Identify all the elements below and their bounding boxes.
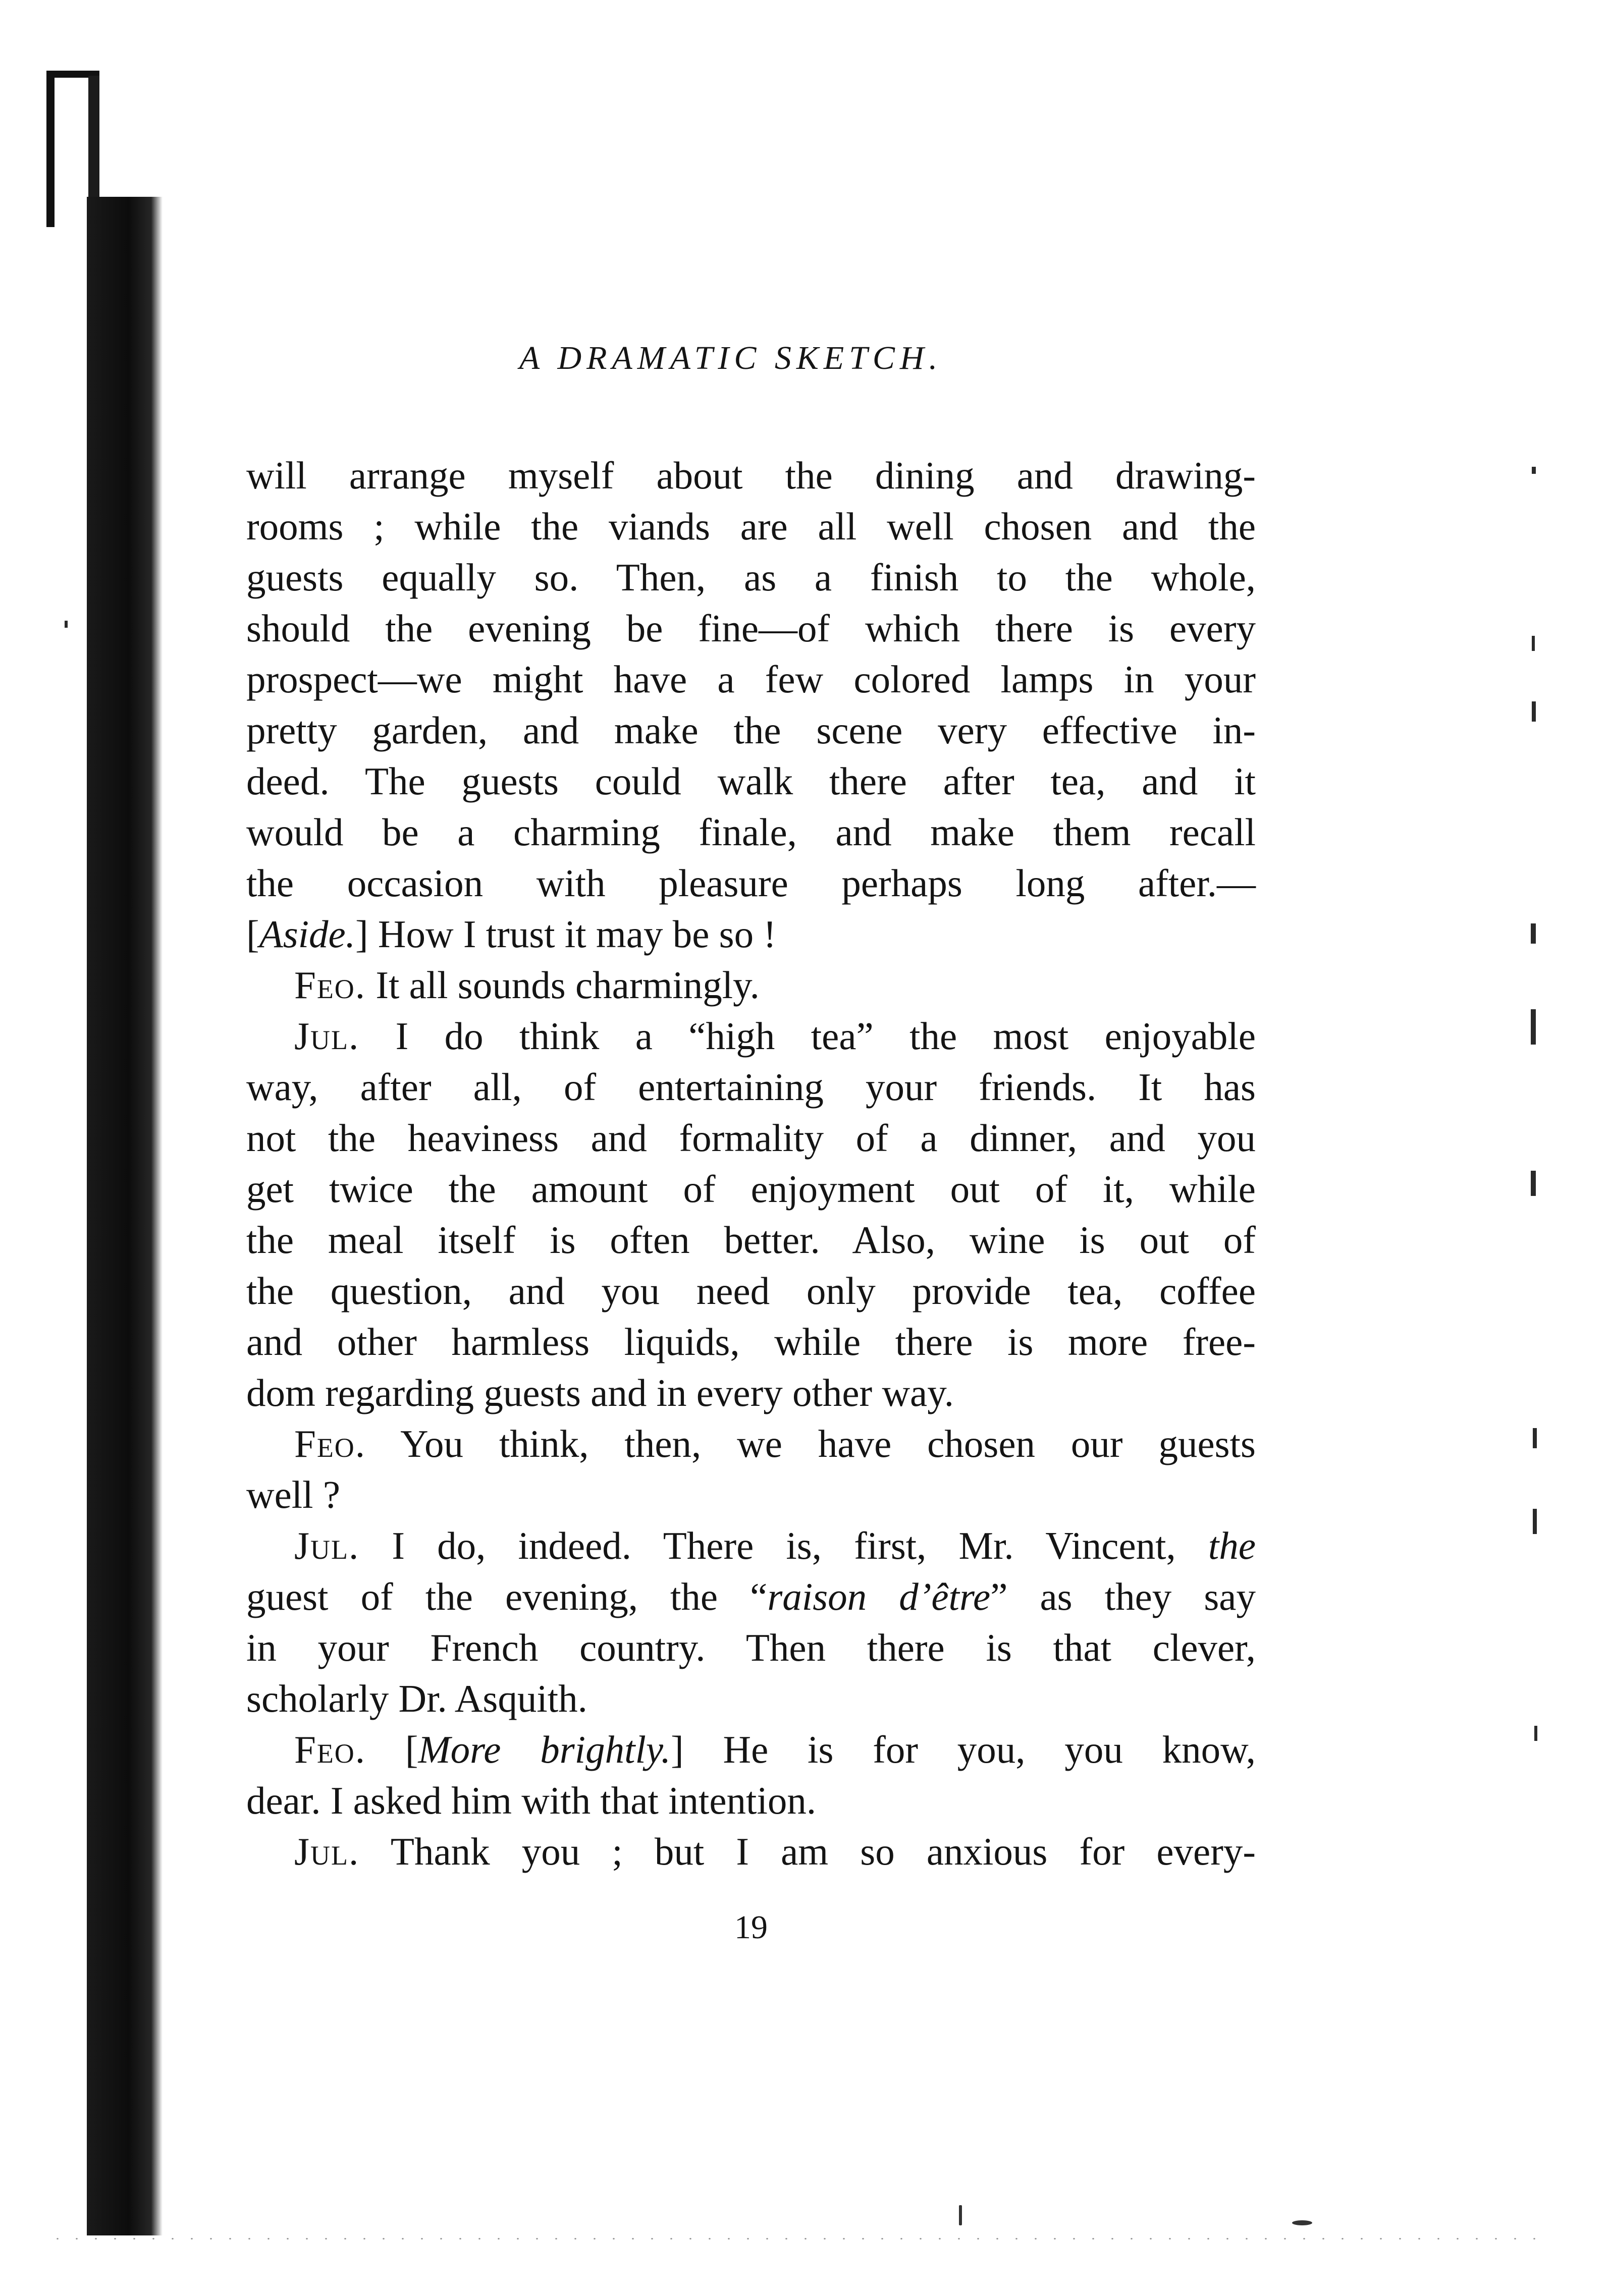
- text-line: dear. I asked him with that intention.: [246, 1779, 817, 1822]
- text-line: guest of the evening, the “raison d’être” as they say: [246, 1575, 1256, 1618]
- scan-speck: [959, 2205, 962, 2225]
- text-line: the question, and you need only provide tea, coffee: [246, 1269, 1256, 1313]
- scan-speck: [1533, 1428, 1537, 1448]
- dialogue-line: Jul. Thank you ; but I am so anxious for every-: [294, 1830, 1256, 1873]
- text-line: pretty garden, and make the scene very effective in-: [246, 708, 1256, 752]
- text-line: would be a charming finale, and make them recall: [246, 810, 1256, 854]
- text-line: get twice the amount of enjoyment out of it, while: [246, 1167, 1256, 1211]
- speaker-name: Feo.: [294, 963, 366, 1007]
- emphasis: the: [1208, 1524, 1256, 1567]
- text-line: the meal itself is often better. Also, wine is out of: [246, 1218, 1256, 1262]
- scan-speck: [65, 621, 68, 628]
- scan-speck: [1531, 1171, 1536, 1196]
- text-line: in your French country. Then there is that clever,: [246, 1626, 1256, 1669]
- scan-speck: [1532, 636, 1535, 651]
- scan-speck: [1532, 701, 1536, 722]
- emphasis: raison d’être: [767, 1575, 991, 1618]
- scan-bottom-edge: [48, 2238, 1542, 2239]
- speaker-name: Jul.: [294, 1524, 360, 1567]
- scan-speck: [1531, 1009, 1536, 1045]
- body-text: [246, 450, 1256, 1877]
- text-line: well ?: [246, 1473, 340, 1516]
- text-line: deed. The guests could walk there after tea, and it: [246, 759, 1256, 803]
- dialogue-line: Feo. [More brightly.] He is for you, you know,: [294, 1728, 1256, 1771]
- text-line: prospect—we might have a few colored lamps in your: [246, 658, 1256, 701]
- scan-speck: [1292, 2220, 1312, 2225]
- speaker-name: Feo.: [294, 1728, 366, 1771]
- speaker-name: Feo.: [294, 1422, 366, 1465]
- text-line: not the heaviness and formality of a dinner, and you: [246, 1116, 1256, 1160]
- text-line: should the evening be fine—of which there is every: [246, 607, 1256, 650]
- scan-speck: [1534, 1726, 1537, 1741]
- scan-binding-edge: [46, 76, 55, 227]
- dialogue-line: Jul. I do, indeed. There is, first, Mr. Vincent, the: [294, 1524, 1256, 1567]
- text-line: the occasion with pleasure perhaps long after.—: [246, 861, 1256, 905]
- text-line: guests equally so. Then, as a finish to the whole,: [246, 556, 1256, 599]
- speaker-name: Jul.: [294, 1014, 360, 1058]
- page-number: 19: [734, 1909, 768, 1946]
- text-line: rooms ; while the viands are all well chosen and the: [246, 505, 1256, 548]
- scan-speck: [1531, 923, 1536, 944]
- scan-speck: [1533, 1509, 1537, 1534]
- speaker-name: Jul.: [294, 1830, 360, 1873]
- stage-direction: More brightly.: [418, 1728, 671, 1771]
- dialogue-line: Feo. You think, then, we have chosen our guests: [294, 1422, 1256, 1465]
- scan-speck: [1532, 467, 1536, 474]
- text-line: will arrange myself about the dining and drawing-: [246, 454, 1256, 497]
- text-line: dom regarding guests and in every other way.: [246, 1371, 954, 1414]
- scan-binding-shadow: [87, 197, 163, 2235]
- text-line: scholarly Dr. Asquith.: [246, 1677, 587, 1720]
- text-line: and other harmless liquids, while there is more free-: [246, 1320, 1256, 1363]
- text-line: [Aside.] How I trust it may be so !: [246, 912, 777, 956]
- dialogue-line: Jul. I do think a “high tea” the most enjoyable: [294, 1014, 1256, 1058]
- running-head: A DRAMATIC SKETCH.: [519, 340, 943, 376]
- dialogue-line: Feo. It all sounds charmingly.: [294, 963, 760, 1007]
- stage-direction: Aside.: [259, 912, 355, 956]
- text-line: way, after all, of entertaining your friends. It has: [246, 1065, 1256, 1109]
